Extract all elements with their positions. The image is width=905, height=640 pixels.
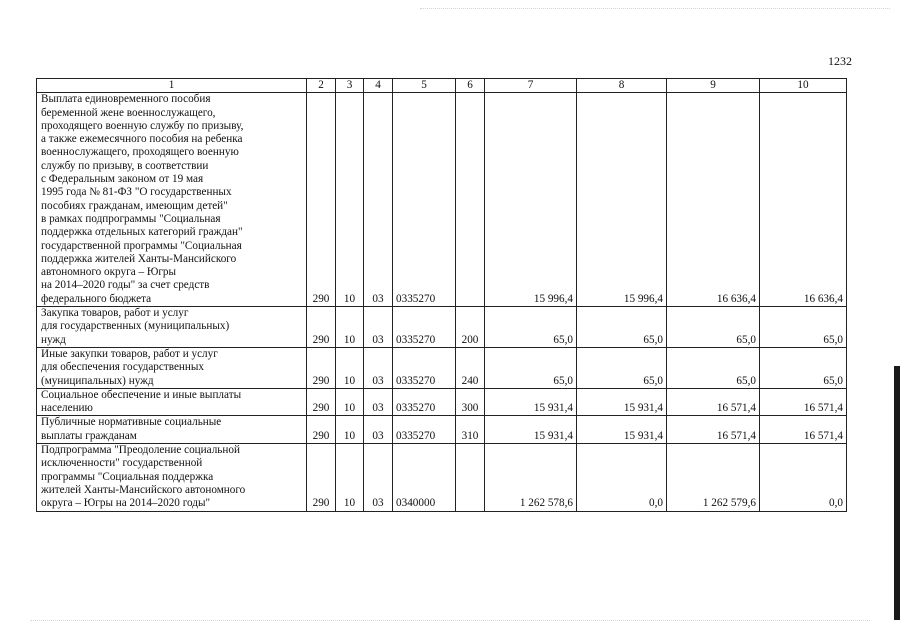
cell-section: 10 (336, 444, 364, 511)
column-header: 2 (307, 79, 336, 93)
cell-expense-type (456, 444, 485, 511)
column-number-row (37, 79, 847, 93)
cell-subsection: 03 (364, 416, 393, 444)
table-row (37, 93, 847, 307)
row-description: Социальное обеспечение и иные выплаты населению (37, 388, 307, 416)
cell-section: 10 (336, 388, 364, 416)
cell-amount-subvention: 65,0 (577, 307, 667, 348)
cell-amount-subvention-next: 65,0 (760, 347, 847, 388)
cell-section: 10 (336, 416, 364, 444)
cell-ministry-code: 290 (307, 347, 336, 388)
row-description: Подпрограмма "Преодоление социальной исключенности" государственной программы "Социальная поддержка жителей Ханты-Мансийского автономного округа – Югры на 2014–2020 годы" (37, 444, 307, 511)
column-header: 6 (456, 79, 485, 93)
cell-amount-total: 15 931,4 (485, 388, 577, 416)
row-description: Закупка товаров, работ и услуг для государственных (муниципальных) нужд (37, 307, 307, 348)
cell-amount-total-next: 16 636,4 (667, 93, 760, 307)
cell-amount-subvention: 15 996,4 (577, 93, 667, 307)
cell-expense-type: 240 (456, 347, 485, 388)
cell-subsection: 03 (364, 347, 393, 388)
column-header: 9 (667, 79, 760, 93)
column-header: 8 (577, 79, 667, 93)
row-description: Выплата единовременного пособия беременной жене военнослужащего, проходящего военную службу по призыву, а также ежемесячного пособия на ребенка военнослужащего, проходящего военную службу по призыву, в соответствии с Федеральным законом от 19 мая 1995 года № 81-ФЗ "О государственных пособиях гражданам, имеющим детей" в рамках подпрограммы "Социальная поддержка отдельных категорий граждан" государственной программы "Социальная поддержка жителей Ханты-Мансийского автономного округа – Югры на 2014–2020 годы" за счет средств федерального бюджета (37, 93, 307, 307)
table-row (37, 388, 847, 416)
cell-amount-total-next: 16 571,4 (667, 416, 760, 444)
scan-artifact-top (420, 8, 890, 11)
cell-amount-subvention-next: 16 636,4 (760, 93, 847, 307)
cell-subsection: 03 (364, 307, 393, 348)
cell-amount-total-next: 65,0 (667, 347, 760, 388)
cell-section: 10 (336, 307, 364, 348)
scan-edge-bar (894, 366, 900, 620)
cell-section: 10 (336, 347, 364, 388)
column-header: 5 (393, 79, 456, 93)
table-row (37, 444, 847, 511)
cell-amount-total: 15 996,4 (485, 93, 577, 307)
cell-ministry-code: 290 (307, 93, 336, 307)
budget-table (36, 78, 847, 512)
cell-amount-subvention-next: 65,0 (760, 307, 847, 348)
cell-target-article: 0340000 (393, 444, 456, 511)
cell-amount-subvention: 15 931,4 (577, 388, 667, 416)
cell-amount-subvention-next: 16 571,4 (760, 388, 847, 416)
cell-subsection: 03 (364, 388, 393, 416)
cell-amount-subvention: 15 931,4 (577, 416, 667, 444)
cell-amount-subvention-next: 0,0 (760, 444, 847, 511)
cell-amount-total: 1 262 578,6 (485, 444, 577, 511)
column-header: 10 (760, 79, 847, 93)
scan-artifact-bottom (30, 620, 870, 623)
cell-expense-type: 300 (456, 388, 485, 416)
table-row (37, 416, 847, 444)
cell-ministry-code: 290 (307, 444, 336, 511)
column-header: 3 (336, 79, 364, 93)
column-header: 7 (485, 79, 577, 93)
row-description: Иные закупки товаров, работ и услуг для обеспечения государственных (муниципальных) нужд (37, 347, 307, 388)
cell-amount-total-next: 65,0 (667, 307, 760, 348)
cell-amount-subvention-next: 16 571,4 (760, 416, 847, 444)
cell-target-article: 0335270 (393, 347, 456, 388)
table-row (37, 307, 847, 348)
row-description: Публичные нормативные социальные выплаты гражданам (37, 416, 307, 444)
cell-expense-type: 310 (456, 416, 485, 444)
cell-expense-type: 200 (456, 307, 485, 348)
cell-subsection: 03 (364, 93, 393, 307)
cell-amount-total: 65,0 (485, 347, 577, 388)
cell-target-article: 0335270 (393, 307, 456, 348)
table-row (37, 347, 847, 388)
cell-ministry-code: 290 (307, 388, 336, 416)
cell-target-article: 0335270 (393, 416, 456, 444)
cell-expense-type (456, 93, 485, 307)
cell-amount-total-next: 16 571,4 (667, 388, 760, 416)
cell-amount-total: 65,0 (485, 307, 577, 348)
cell-section: 10 (336, 93, 364, 307)
cell-ministry-code: 290 (307, 307, 336, 348)
cell-amount-total-next: 1 262 579,6 (667, 444, 760, 511)
cell-target-article: 0335270 (393, 93, 456, 307)
cell-amount-total: 15 931,4 (485, 416, 577, 444)
column-header: 4 (364, 79, 393, 93)
cell-target-article: 0335270 (393, 388, 456, 416)
cell-ministry-code: 290 (307, 416, 336, 444)
page-number: 1232 (828, 54, 852, 68)
cell-subsection: 03 (364, 444, 393, 511)
cell-amount-subvention: 65,0 (577, 347, 667, 388)
column-header: 1 (37, 79, 307, 93)
cell-amount-subvention: 0,0 (577, 444, 667, 511)
